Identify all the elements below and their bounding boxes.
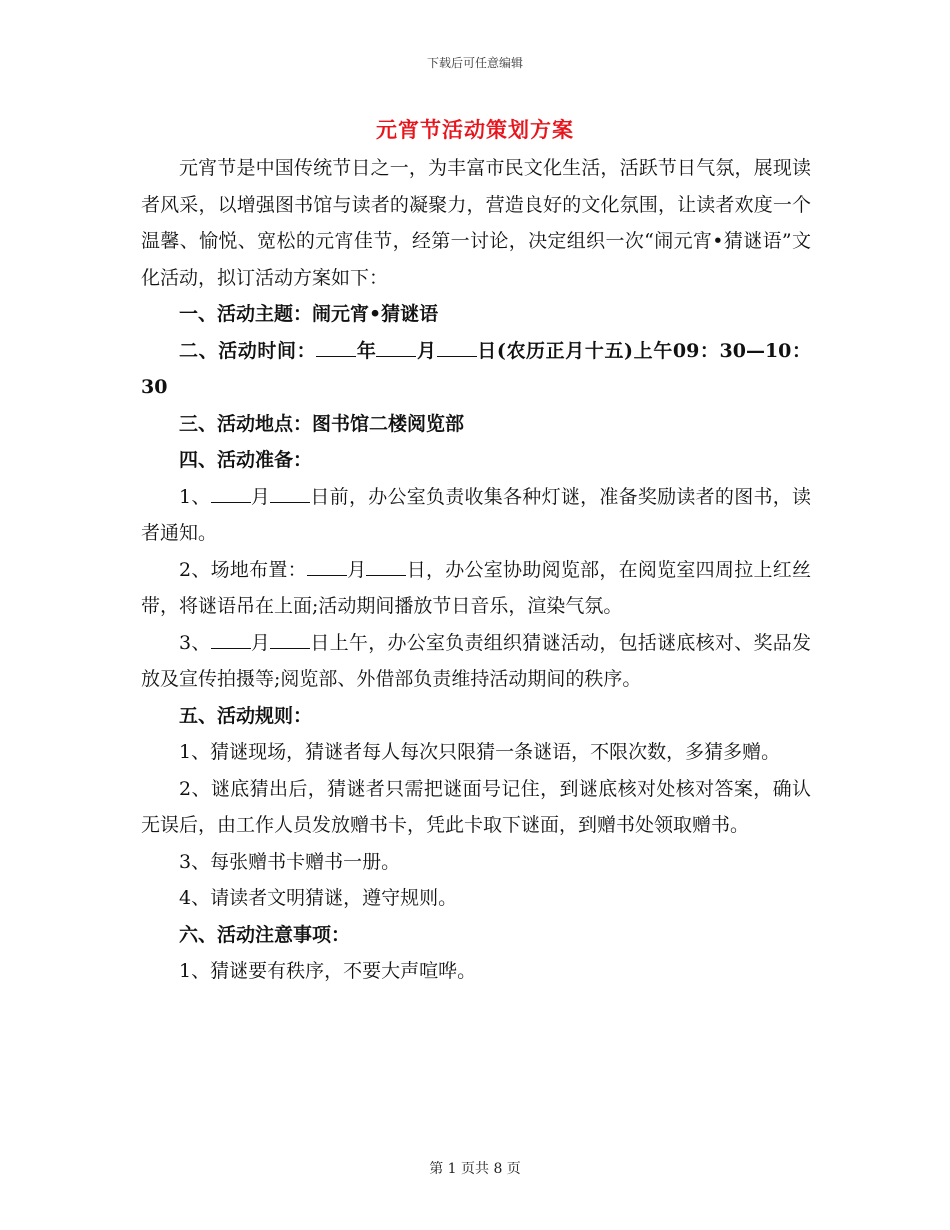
section-rules: 五、活动规则： — [179, 704, 313, 727]
intro-paragraph: 元宵节是中国传统节日之一，为丰富市民文化生活，活跃节日气氛，展现读者风采，以增强图书馆与读者的凝聚力，营造良好的文化氛围，让读者欢度一个温馨、愉悦、宽松的元宵佳节，经第一讨论，决定组织一次“闹元宵•猜谜语”文化活动，拟订活动方案如下： — [141, 157, 811, 289]
prep-item-3 — [141, 625, 811, 698]
prep-item-3-month: 月 — [250, 631, 271, 654]
page-number: 第 1 页共 8 页 — [429, 1161, 521, 1177]
header-note: 下载后可任意编辑 — [426, 56, 523, 70]
document-title: 元宵节活动策划方案 — [376, 117, 574, 142]
rule-item-4: 4、请读者文明猜谜，遵守规则。 — [179, 887, 458, 909]
prep-item-2-prefix: 2、场地布置： — [179, 558, 307, 581]
blank-line — [376, 355, 416, 357]
blank-line — [307, 574, 347, 576]
note-item-1: 1、猜谜要有秩序，不要大声喧哗。 — [179, 960, 477, 982]
document-body — [141, 150, 811, 990]
rule-item-2: 2、谜底猜出后，猜谜者只需把谜面号记住，到谜底核对处核对答案，确认无误后，由工作人员发放赠书卡，凭此卡取下谜面，到赠书处领取赠书。 — [141, 777, 811, 836]
blank-line — [270, 501, 310, 503]
section-time — [141, 333, 811, 406]
prep-item-3-text: 日上午，办公室负责组织猜谜活动，包括谜底核对、奖品发放及宣传拍摄等;阅览部、外借部负责维持活动期间的秩序。 — [141, 631, 811, 690]
prep-item-2-month: 月 — [346, 558, 367, 581]
blank-line — [270, 647, 310, 649]
blank-line — [316, 355, 356, 357]
blank-line — [366, 574, 406, 576]
section-theme: 一、活动主题：闹元宵•猜谜语 — [179, 303, 439, 325]
prep-item-2 — [141, 552, 811, 625]
prep-item-2-text: 日，办公室协助阅览部，在阅览室四周拉上红丝带，将谜语吊在上面;活动期间播放节日音乐，渲染气氛。 — [141, 558, 811, 617]
section-notes: 六、活动注意事项： — [179, 923, 351, 946]
blank-line — [437, 355, 477, 357]
rule-item-3: 3、每张赠书卡赠书一册。 — [179, 850, 401, 873]
prep-item-1-prefix: 1、 — [179, 485, 211, 508]
section-time-year: 年 — [356, 339, 377, 362]
blank-line — [211, 647, 251, 649]
section-time-suffix: 日(农历正月十五)上午09：30—10：30 — [141, 339, 811, 398]
prep-item-3-prefix: 3、 — [179, 631, 211, 654]
section-preparation: 四、活动准备： — [179, 449, 313, 471]
prep-item-1 — [141, 479, 811, 552]
section-location: 三、活动地点：图书馆二楼阅览部 — [179, 412, 465, 435]
prep-item-1-month: 月 — [250, 485, 271, 508]
rule-item-1: 1、猜谜现场，猜谜者每人每次只限猜一条谜语，不限次数，多猜多赠。 — [179, 741, 781, 763]
section-time-prefix: 二、活动时间： — [179, 339, 317, 362]
prep-item-1-text: 日前，办公室负责收集各种灯谜，准备奖励读者的图书，读者通知。 — [141, 485, 811, 544]
blank-line — [211, 501, 251, 503]
section-time-month: 月 — [416, 339, 437, 362]
